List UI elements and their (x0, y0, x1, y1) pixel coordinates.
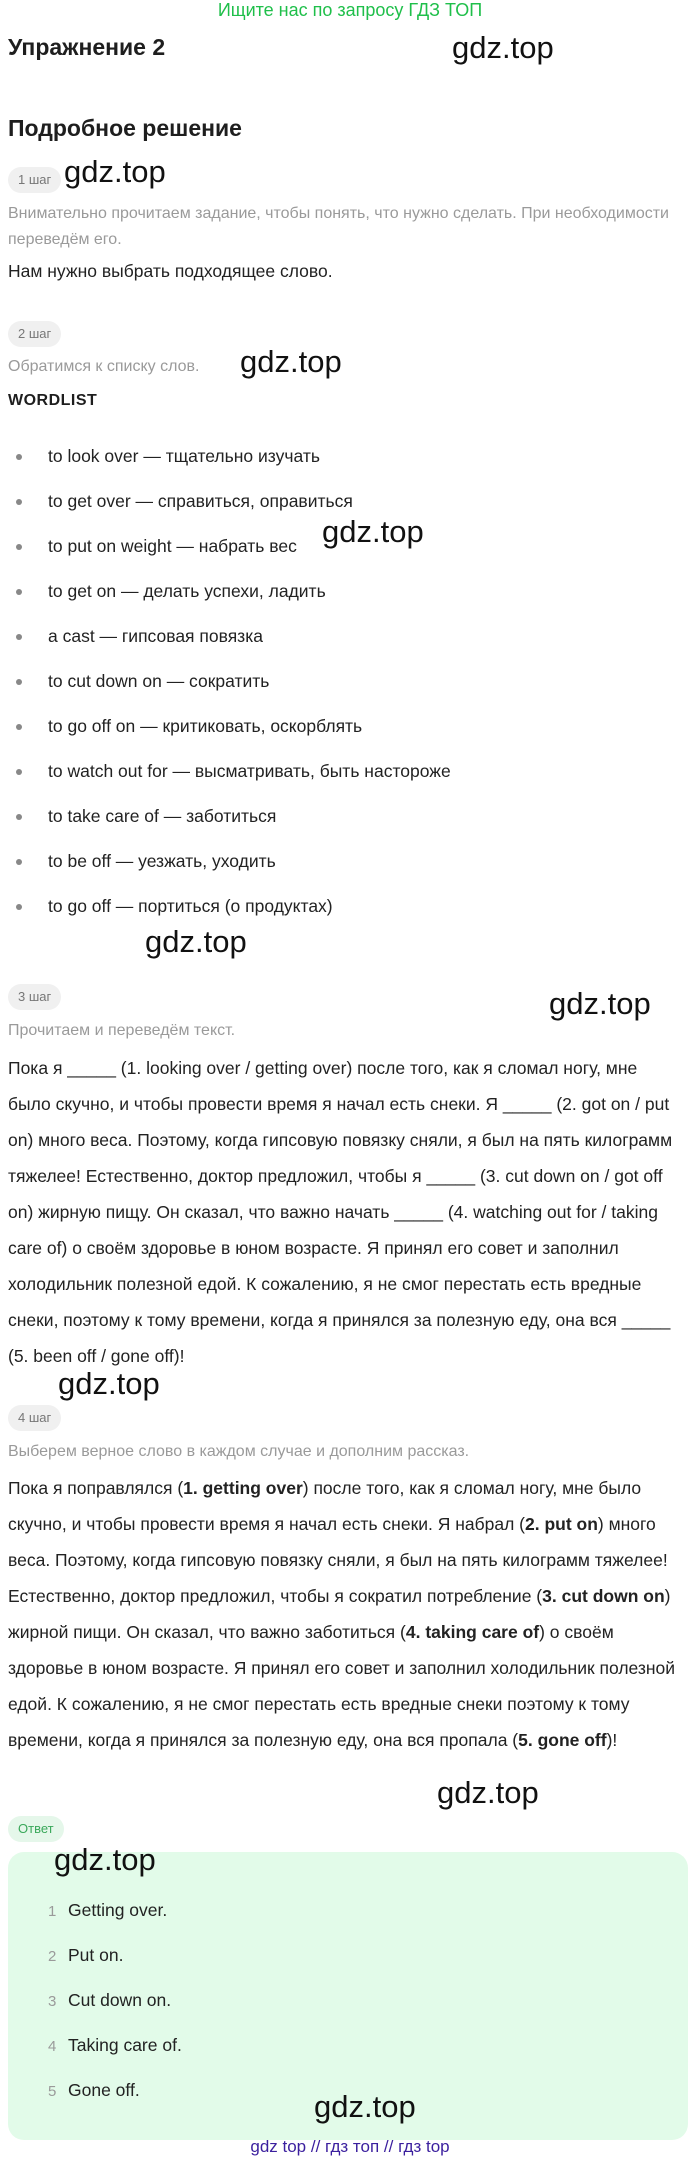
step-hint-2: Обратимся к списку слов. (8, 358, 200, 375)
bullet-icon (16, 679, 22, 685)
bullet-icon (16, 634, 22, 640)
wordlist-item: to be off — уезжать, уходить (12, 839, 672, 884)
step-badge-2: 2 шаг (8, 321, 61, 347)
watermark: gdz.top (145, 924, 247, 959)
answer-item: 3 Cut down on. (48, 1990, 172, 2010)
wordlist-title: WORDLIST (8, 392, 98, 409)
wordlist-item: to watch out for — высматривать, быть настороже (12, 749, 672, 794)
watermark: gdz.top (437, 1775, 539, 1810)
step-text-1: Нам нужно выбрать подходящее слово. (8, 261, 333, 281)
watermark: gdz.top (58, 1366, 160, 1401)
step-text-4: Пока я поправлялся (1. getting over) после того, как я сломал ногу, мне было скучно, и чтобы провести время я начал есть снеки. Я набрал (2. put on) много веса. Поэтому, когда гипсовую повязку сняли, я был на пять килограмм тяжелее! Естественно, доктор предложил, чтобы я сократил потребление (3. cut down on) жирной пищи. Он сказал, что важно заботиться (4. taking care of) о своём здоровье в юном возрасте. Я принял его совет и заполнил холодильник полезной едой. К сожалению, я не смог перестать есть вредные снеки поэтому к тому времени, когда я принялся за полезную еду, она вся пропала (5. gone off)! (8, 1478, 676, 1750)
bullet-icon (16, 724, 22, 730)
step-hint-3: Прочитаем и переведём текст. (8, 1022, 236, 1039)
bullet-icon (16, 544, 22, 550)
watermark: gdz.top (54, 1842, 156, 1877)
footer-link[interactable]: gdz top (250, 2137, 307, 2156)
step-text-3: Пока я _____ (1. looking over / getting over) после того, как я сломал ногу, мне было скучно, и чтобы провести время я начал есть снеки. Я _____ (2. got on / put on) много веса. Поэтому, когда гипсовую повязку сняли, я был на пять килограмм тяжелее! Естественно, доктор предложил, чтобы я _____ (3. cut down on / got off on) жирную пищу. Он сказал, что важно начать _____ (4. watching out for / taking care of) о своём здоровье в юном возрасте. Я принял его совет и заполнил холодильник полезной едой. К сожалению, я не смог перестать есть вредные снеки, поэтому к тому времени, когда я принялся за полезную еду, она вся _____ (5. been off / gone off)! (8, 1058, 673, 1366)
wordlist-item: to put on weight — набрать вес (12, 524, 672, 569)
wordlist (12, 434, 672, 929)
answer-highlight: 5. gone off (518, 1730, 607, 1750)
answer-item: 2 Put on. (48, 1945, 124, 1965)
watermark: gdz.top (452, 30, 554, 65)
wordlist-item: to take care of — заботиться (12, 794, 672, 839)
answer-highlight: 1. getting over (183, 1478, 303, 1498)
bullet-icon (16, 454, 22, 460)
page-title: Упражнение 2 (8, 34, 166, 60)
footer-links (0, 2137, 700, 2157)
step-badge-3: 3 шаг (8, 984, 61, 1010)
footer-link[interactable]: гдз top (398, 2137, 450, 2156)
step-badge-1: 1 шаг (8, 167, 61, 193)
wordlist-item: to cut down on — сократить (12, 659, 672, 704)
bullet-icon (16, 814, 22, 820)
bullet-icon (16, 904, 22, 910)
answer-item: 4 Taking care of. (48, 2035, 182, 2055)
bullet-icon (16, 499, 22, 505)
answer-item: 1 Getting over. (48, 1900, 168, 1920)
wordlist-item: a cast — гипсовая повязка (12, 614, 672, 659)
bullet-icon (16, 859, 22, 865)
top-banner[interactable]: Ищите нас по запросу ГДЗ ТОП (217, 0, 483, 20)
wordlist-item: to go off on — критиковать, оскорблять (12, 704, 672, 749)
watermark: gdz.top (549, 986, 651, 1021)
step-badge-4: 4 шаг (8, 1405, 61, 1431)
section-title: Подробное решение (8, 115, 242, 141)
answer-badge: Ответ (8, 1816, 64, 1842)
bullet-icon (16, 589, 22, 595)
answer-highlight: 4. taking care of (405, 1622, 540, 1642)
watermark: gdz.top (64, 154, 166, 189)
answer-highlight: 2. put on (525, 1514, 598, 1534)
footer-separator: // (383, 2137, 394, 2156)
wordlist-item: to look over — тщательно изучать (12, 434, 672, 479)
answer-item: 5 Gone off. (48, 2080, 140, 2100)
answer-list (48, 1888, 182, 2113)
bullet-icon (16, 769, 22, 775)
step-hint-1: Внимательно прочитаем задание, чтобы понять, что нужно сделать. При необходимости переведём его. (8, 205, 669, 248)
step-hint-4: Выберем верное слово в каждом случае и дополним рассказ. (8, 1443, 470, 1460)
wordlist-item: to go off — портиться (о продуктах) (12, 884, 672, 929)
watermark: gdz.top (314, 2089, 416, 2124)
wordlist-item: to get over — справиться, оправиться (12, 479, 672, 524)
footer-separator: // (310, 2137, 321, 2156)
watermark: gdz.top (240, 344, 342, 379)
watermark: gdz.top (322, 514, 424, 549)
answer-highlight: 3. cut down on (542, 1586, 665, 1606)
footer-link[interactable]: гдз топ (325, 2137, 380, 2156)
wordlist-item: to get on — делать успехи, ладить (12, 569, 672, 614)
